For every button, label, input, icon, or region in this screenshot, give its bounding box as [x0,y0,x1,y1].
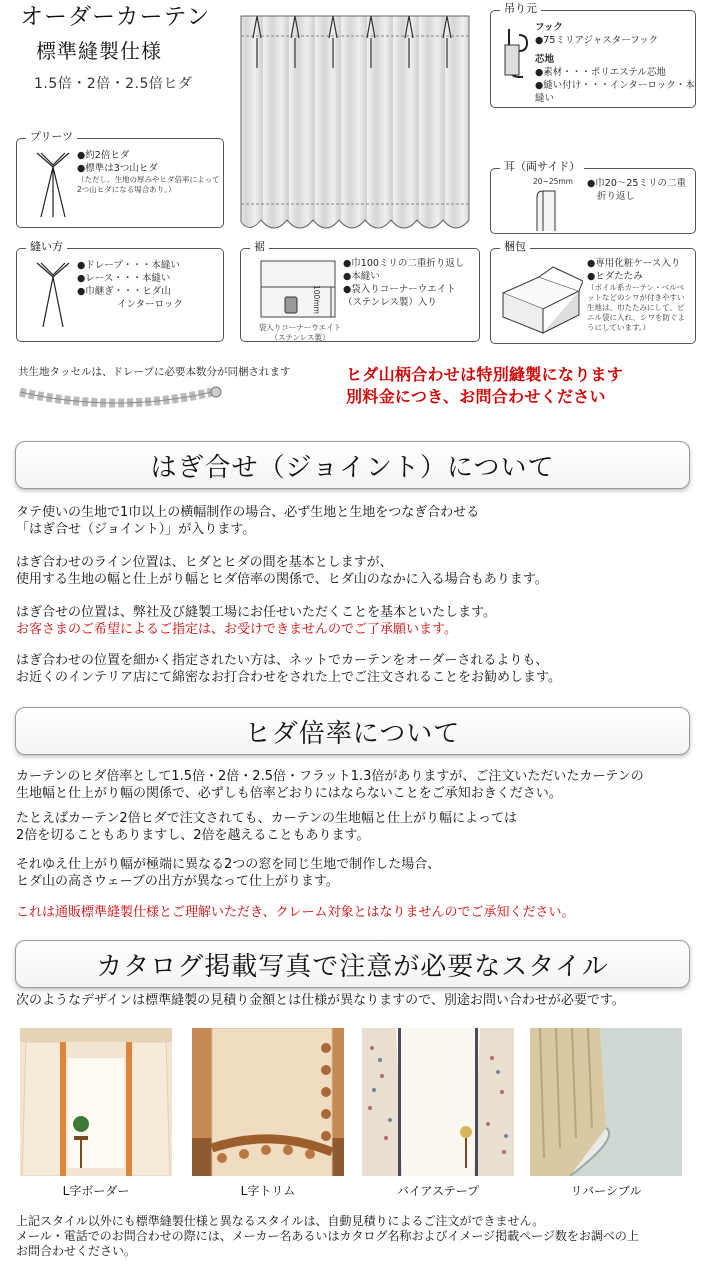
pleats-note-2: 2つ山ヒダになる場合あり。） [77,185,176,194]
section1-paragraph-3 [16,604,700,638]
text-line: タテ使いの生地で1巾以上の横幅制作の場合、必ず生地と生地をつなぎ合わせる [16,505,480,520]
hem-dim: 100mm [312,285,321,314]
hem-line-4: （ステンレス製）入り [343,297,437,308]
sewing-label: 縫い方 [26,240,67,254]
tassel-note: 共生地タッセルは、ドレープに必要本数分が同梱されます [18,366,291,378]
style-photo-bias-tape [362,1028,514,1176]
core-line-2: ●縫い付け・・・インターロック・本縫い [535,80,695,104]
style-photo-l-border [20,1028,172,1176]
caption-l-border: L字ボーダー [62,1184,130,1198]
core-title: 芯地 [535,54,555,65]
packing-note-1: （ボイル系カーテン・ベルベ [587,283,685,292]
caption-l-trim: L字トリム [240,1184,296,1198]
packing-line-1: ●専用化粧ケース入り [587,258,681,269]
hook-label: 吊り元 [500,2,541,16]
selvage-line-2: 折り返し [597,191,636,202]
hem-diagram-icon [255,257,341,321]
style-photo-l-trim [192,1028,344,1176]
text-line: ヒダ山の高さウェーブの出方が異なって仕上がります。 [16,874,339,889]
text-line: お近くのインテリア店にて綿密なお打合わせをされた上でご注文されることをお勧めします。 [16,670,561,685]
hook-box [490,10,696,108]
text-line: 生地幅と仕上がり幅の関係で、必ずしも倍率どおりにはならないことをご承知おきください。 [16,786,562,801]
text-line: カーテンのヒダ倍率として1.5倍・2倍・2.5倍・フラット1.3倍がありますが、ご注文いただいたカーテンの [16,769,644,784]
section1-paragraph-2 [16,554,700,588]
packing-box [490,248,696,344]
section2-paragraph-2 [16,810,700,844]
style-photo-reversible [530,1028,682,1176]
section3-footer [16,1214,700,1259]
pleats-note-1: （ただし、生地の厚みやヒダ倍率によって [77,175,220,184]
selvage-box [490,168,696,234]
section2-paragraph-3 [16,856,700,890]
hem-weight-label-1: 袋入りコーナーウエイト [258,323,342,332]
pleats-box [16,138,224,228]
section-heading-catalog-styles: カタログ掲載写真で注意が必要なスタイル [15,940,690,988]
pleat-ratio-text: 1.5倍・2倍・2.5倍ヒダ [34,76,193,92]
hem-box [240,248,480,342]
text-line: たとえばカーテン2倍ヒダで注文されても、カーテンの生地幅と仕上がり幅によっては [16,811,517,826]
sewing-line-4: インターロック [117,299,183,310]
sewing-diagram-icon [31,261,75,331]
section2-paragraph-1 [16,768,700,802]
text-line: それゆえ仕上がり幅が極端に異なる2つの窓を同じ生地で制作した場合、 [16,857,441,872]
selvage-line-1: ●巾20～25ミリの二重 [587,178,686,189]
hook-title: フック [535,22,563,33]
caption-bias-tape: バイアステープ [396,1184,480,1198]
text-line: お問合わせください。 [16,1244,137,1258]
page-subtitle: 標準縫製仕様 [36,39,162,63]
selvage-label: 耳（両サイド） [500,160,584,174]
pleats-label: プリーツ [26,130,77,144]
sewing-line-1: ●ドレープ・・・本縫い [77,260,180,271]
section1-paragraph-1 [16,504,700,538]
text-line: 「はぎ合せ（ジョイント）」が入ります。 [16,522,256,537]
curtain-illustration [237,8,473,234]
text-line: メール・電話でのお問合わせの際には、メーカー名あるいはカタログ名称およびイメージ掲載ページ数をお調べの上 [16,1229,639,1243]
text-line: はぎ合わせの位置を細かく指定されたい方は、ネットでカーテンをオーダーされるよりも、 [16,653,549,668]
packing-label: 梱包 [500,240,530,254]
selvage-dim: 20~25mm [533,177,573,186]
text-line: 2倍を切ることもありますし、2倍を越えることもあります。 [16,828,370,843]
packing-note-5: うにしています。） [587,323,651,332]
hook-icon [497,25,531,95]
packing-note-3: 生地は、巾たたみにして、ビ [587,303,685,312]
sewing-box [16,248,224,342]
hem-label: 裾 [250,240,269,254]
packing-note-2: ットなどのシワが付きやすい [587,293,685,302]
caption-reversible: リバーシブル [570,1184,642,1198]
packing-box-icon [499,263,583,335]
hem-line-3: ●袋入りコーナーウエイト [343,284,456,295]
red-notice-2: 別料金につき、お問合わせください [346,387,606,406]
section-heading-pleat-ratio: ヒダ倍率について [15,707,690,755]
selvage-diagram-icon [531,187,571,231]
text-line: はぎ合わせのライン位置は、ヒダとヒダの間を基本としますが、 [16,555,393,570]
hook-line: ●75ミリアジャスターフック [535,35,659,46]
text-line: はぎ合せの位置は、弊社及び縫製工場にお任せいただくことを基本といたします。 [16,605,496,620]
pleats-line-1: ●約2倍ヒダ [77,150,130,161]
tassel-image-icon [16,380,226,414]
section1-paragraph-4 [16,652,700,686]
sewing-line-3: ●巾継ぎ・・・ヒダ山 [77,286,171,297]
packing-line-2: ●ヒダたたみ [587,271,643,282]
section3-intro: 次のようなデザインは標準縫製の見積り金額とは仕様が異なりますので、別途お問い合わせが必要です。 [16,993,625,1008]
section2-red-notice: これは通販標準縫製仕様とご理解いただき、クレーム対象とはなりませんのでご承知ください。 [16,905,575,920]
packing-note-4: ニル袋に入れ、シワを防ぐよ [587,313,685,322]
red-notice-1: ヒダ山柄合わせは特別縫製になります [346,365,624,384]
red-text-line: お客さまのご希望によるご指定は、お受けできませんのでご了承願います。 [16,622,457,637]
hem-weight-label-2: （ステンレス製） [270,333,330,342]
page-title: オーダーカーテン [20,4,211,30]
pleat-diagram-icon [31,151,75,221]
hem-line-1: ●巾100ミリの二重折り返し [343,258,465,269]
section-heading-joint: はぎ合せ（ジョイント）について [15,441,690,489]
pleats-line-2: ●標準は3つ山ヒダ [77,163,158,174]
core-line-1: ●素材・・・ポリエステル芯地 [535,67,666,78]
text-line: 上記スタイル以外にも標準縫製仕様と異なるスタイルは、自動見積りによるご注文ができません。 [16,1214,545,1228]
sewing-line-2: ●レース・・・本縫い [77,273,171,284]
text-line: 使用する生地の幅と仕上がり幅とヒダ倍率の関係で、ヒダ山のなかに入る場合もあります。 [16,572,548,587]
hem-line-2: ●本縫い [343,271,380,282]
